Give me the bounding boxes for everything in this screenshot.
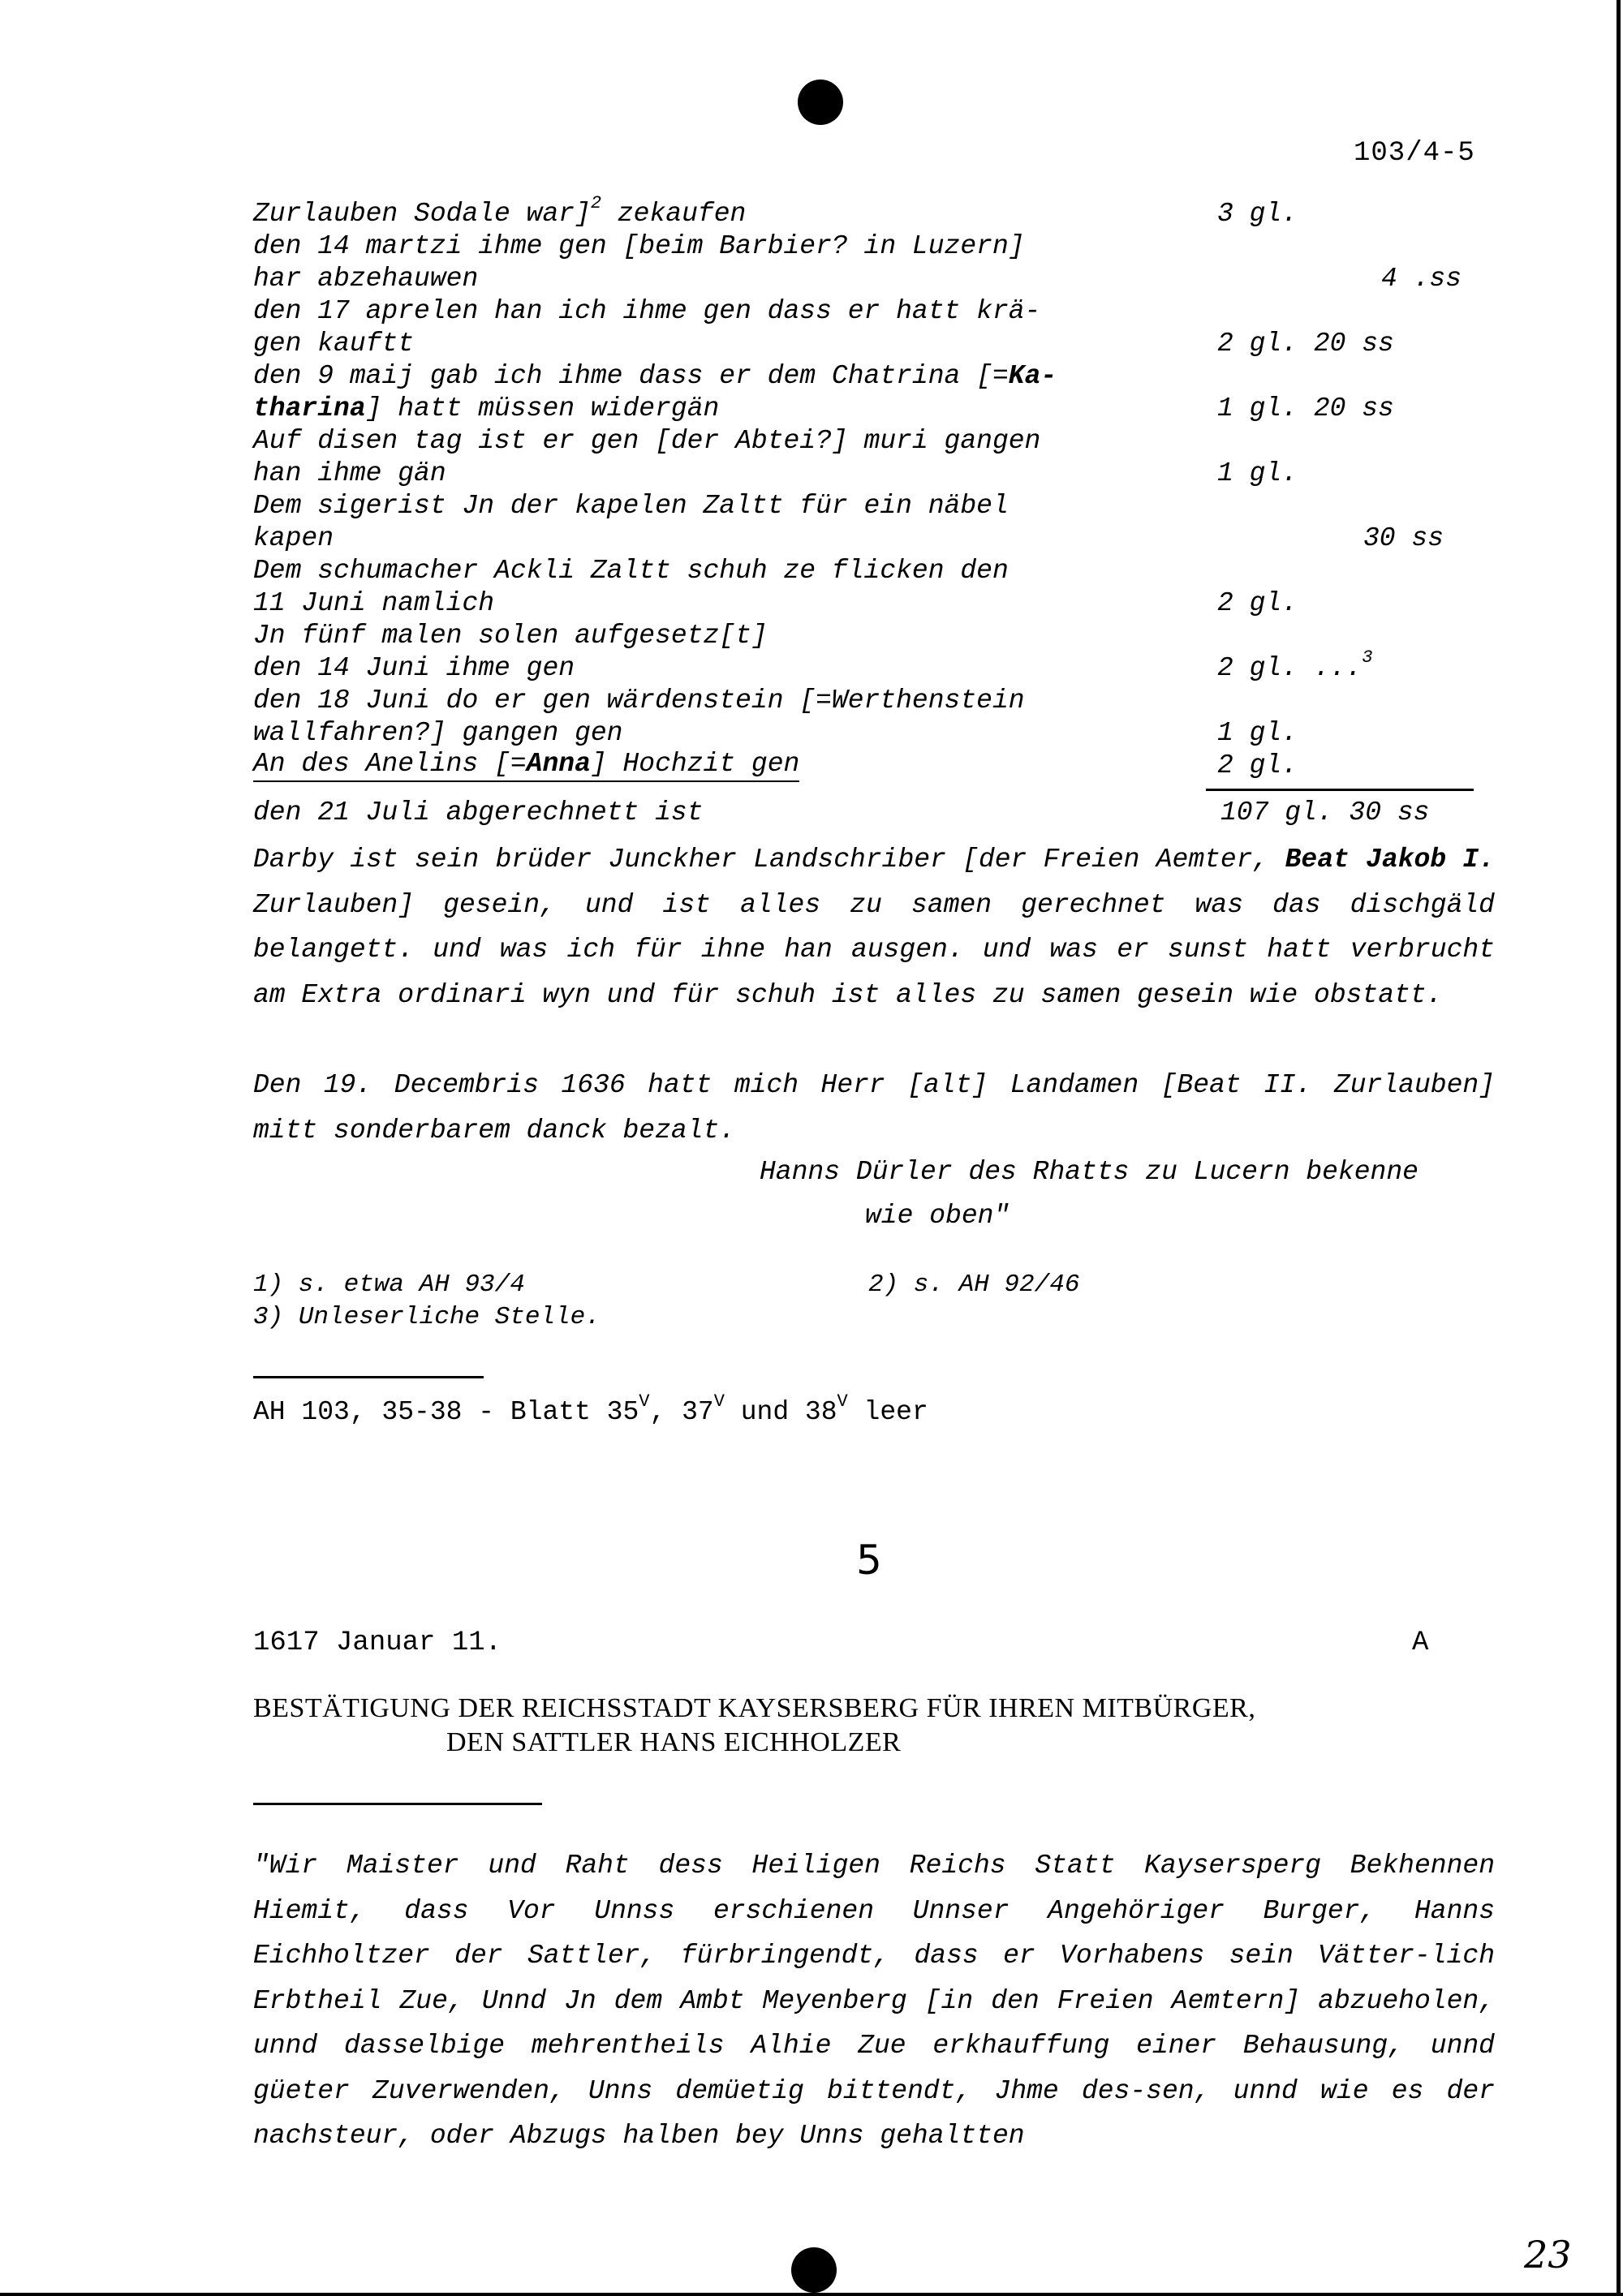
ledger-amount: 3 gl. [1217,199,1298,229]
ledger-row: wallfahren?] gangen gen 1 gl. [253,717,1470,750]
footnote: 1) s. etwa AH 93/4 [253,1271,525,1299]
ledger-row: har abzehauwen 4 .ss [253,264,1462,294]
source-reference: AH 103, 35-38 - Blatt $35^V$, $37^V$ und $38^V$ leer [253,1391,928,1427]
scan-border-bottom [0,2293,1623,2296]
ledger-row: den 9 maij gab ich ihme dass er dem Chatrina [=Ka- [253,361,1057,391]
ledger-amount: 1 gl. [1217,718,1298,748]
ledger-total: den 21 Juli abgerechnett ist 107 gl. 30 ss [253,795,1470,831]
ledger-row: tharina] hatt müssen widergän 1 gl. 20 ss [253,393,1470,425]
ledger-row: den 14 martzi ihme gen [beim Barbier? in Luzern] [253,231,1025,261]
ledger-row: kapen 30 ss [253,523,1444,553]
signature-block: Hanns Dürler des Rhatts zu Lucern bekenne wie oben" [760,1157,1419,1231]
document-title: DEN SATTLER HANS EICHHOLZER [446,1727,902,1757]
folio-number: 23 [1524,2233,1572,2277]
ledger-amount: 1 gl. [1217,458,1298,488]
document-letter: A [1412,1627,1429,1658]
ledger-total-amount: 107 gl. 30 ss [1220,798,1430,828]
footnote: 2) s. AH 92/46 [868,1271,1080,1299]
ledger-row: den 17 aprelen han ich ihme gen dass er hatt krä- [253,296,1041,326]
paragraph: Darby ist sein brüder Junckher Landschriber [der Freien Aemter, Beat Jakob I. Zurlauben] gesein, und ist alles zu samen gerechnet was das dischgäld belangett. und was ich für ihne han ausgen. und was er sunst hatt verbrucht am Extra ordinari wyn und für schuh ist alles zu samen gesein wie obstatt. [253,845,1496,1010]
divider [253,1376,484,1378]
ledger-row: han ihme gän 1 gl. [253,458,1470,490]
document-title: BESTÄTIGUNG DER REICHSSTADT KAYSERSBERG FÜR IHREN MITBÜRGER, [253,1693,1256,1723]
ledger-amount: 30 ss [1363,523,1444,553]
ledger-row: gen kauftt 2 gl. 20 ss [253,328,1470,360]
ledger-table [253,193,1470,782]
ledger-amount: 1 gl. 20 ss [1217,393,1394,424]
ledger-row: An des Anelins [=Anna] Hochzit gen 2 gl. [253,750,1470,782]
punch-hole-icon [798,80,843,125]
ledger-amount: 2 gl. 20 ss [1217,329,1394,359]
ledger-amount: 2 gl. [1217,588,1298,618]
paragraph: Den 19. Decembris 1636 hatt mich Herr [alt] Landamen [Beat II. Zurlauben] mitt sonderbarem danck bezalt. [253,1070,1495,1146]
ledger-row: Dem schumacher Ackli Zaltt schuh ze flicken den [253,556,1009,586]
ledger-row: Dem sigerist Jn der kapelen Zaltt für ein näbel [253,491,1009,521]
divider [253,1803,542,1805]
ledger-row: 11 Juni namlich 2 gl. [253,587,1470,620]
ledger-amount: 4 .ss [1381,264,1462,294]
ledger-row: Zurlauben Sodale war]$^2$ zekaufen 3 gl. [253,198,1470,230]
ledger-row: den 14 Juni ihme gen 2 gl. ...$^3$ [253,652,1470,685]
ledger-row: den 18 Juni do er gen wärdenstein [=Werthenstein [253,686,1025,716]
ledger-row: Jn fünf malen solen aufgesetz[t] [253,621,768,651]
ledger-amount: 2 gl. [1217,750,1298,780]
document-number: 5 [856,1537,882,1584]
ledger-row: Auf disen tag ist er gen [der Abtei?] muri gangen [253,426,1041,456]
punch-hole-icon [791,2247,837,2293]
scan-border-right [1617,0,1621,2296]
footnote: 3) Unleserliche Stelle. [253,1303,601,1331]
quote-paragraph: "Wir Maister und Raht dess Heiligen Reichs Statt Kaysersperg Bekhennen Hiemit, dass Vor Unnss erschienen Unnser Angehöriger Burger, Hanns Eichholtzer der Sattler, fürbringendt, dass er Vorhabens sein Vätter-lich Erbtheil Zue, Unnd Jn dem Ambt Meyenberg [in den Freien Aemtern] abzueholen, unnd dasselbige mehrentheils Alhie Zue erkhauffung einer Behausung, unnd güeter Zuverwenden, Unns demüetig bittendt, Jhme des-sen, unnd wie es der nachsteur, oder Abzugs halben bey Unns gehaltten [253,1851,1495,2151]
ledger-amount: 2 gl. ...$^3$ [1217,647,1373,683]
sum-rule [1206,789,1474,791]
page-reference: 103/4-5 [1354,138,1475,169]
document-date: 1617 Januar 11. [253,1627,502,1658]
